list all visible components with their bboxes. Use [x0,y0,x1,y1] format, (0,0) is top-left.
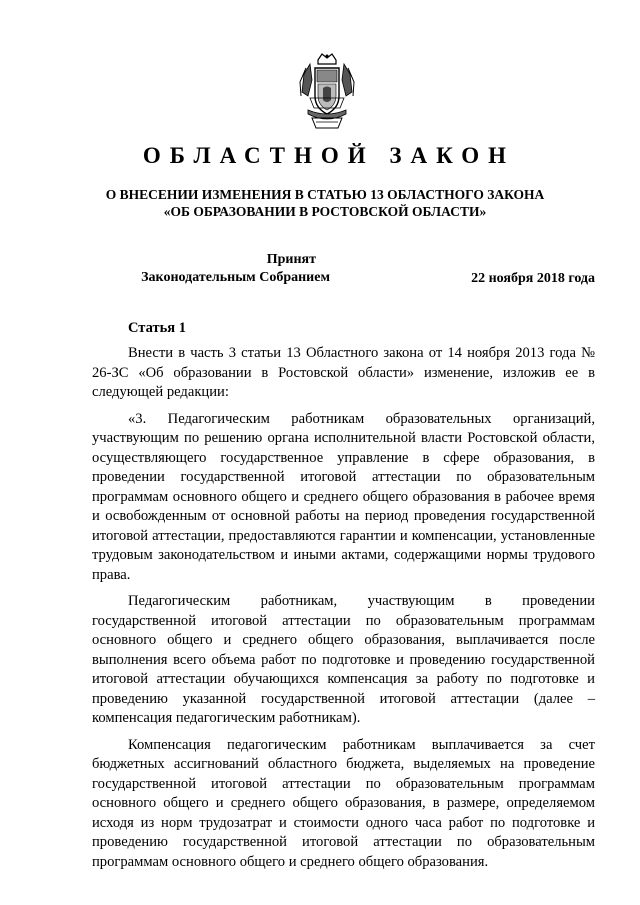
paragraph: «3. Педагогическим работникам образовательных организаций, участвующим по решению органа исполнительной власти Ростовской области, осуществляющего государственное управление в сфере образования, в проведении государственной итоговой аттестации по образовательным программам основного общего и среднего общего образования в рабочее время и освобожденным от основной работы на период проведения государственной итоговой аттестации, предоставляются гарантии и компенсации, установленные трудовым законодательством и иными актами, содержащими нормы трудового права. [92,410,595,583]
paragraph: Внести в часть 3 статьи 13 Областного закона от 14 ноября 2013 года № 26-ЗС «Об образовании в Ростовской области» изменение, изложив ее в следующей редакции: [92,345,595,400]
law-title-line-2: «ОБ ОБРАЗОВАНИИ В РОСТОВСКОЙ ОБЛАСТИ» [163,204,487,219]
coat-of-arms-icon [296,52,358,130]
paragraph: Компенсация педагогическим работникам выплачивается за счет бюджетных ассигнований областного бюджета, выделяемых на проведение государственной итоговой аттестации по образовательным программам основного общего и среднего общего образования, в размере, определяемом исходя из норм трудозатрат и стоимости одного часа работ по подготовке и проведению государственной итоговой аттестации по образовательным программам основного общего и среднего общего образования. [92,736,595,870]
paragraph: Педагогическим работникам, участвующим в проведении государственной итоговой аттестации по образовательным программам основного общего и среднего общего образования, выплачивается после выполнения всего объема работ по подготовке и проведению государственной итоговой аттестации обучающихся компенсация за работу по подготовке и проведению указанной государственной итоговой аттестации (далее – компенсация педагогическим работникам). [92,593,595,726]
adopted-body: Законодательным Собранием [141,270,330,285]
adopted-by [90,251,330,287]
law-title [60,186,590,220]
law-title-line-1: О ВНЕСЕНИИ ИЗМЕНЕНИЯ В СТАТЬЮ 13 ОБЛАСТНОГО ЗАКОНА [105,187,545,202]
law-type-heading: ОБЛАСТНОЙ ЗАКОН [142,143,516,168]
article-body [92,344,595,879]
adopted-label: Принят [266,252,316,267]
article-heading: Статья 1 [128,320,186,336]
adopted-date: 22 ноября 2018 года [471,271,595,286]
